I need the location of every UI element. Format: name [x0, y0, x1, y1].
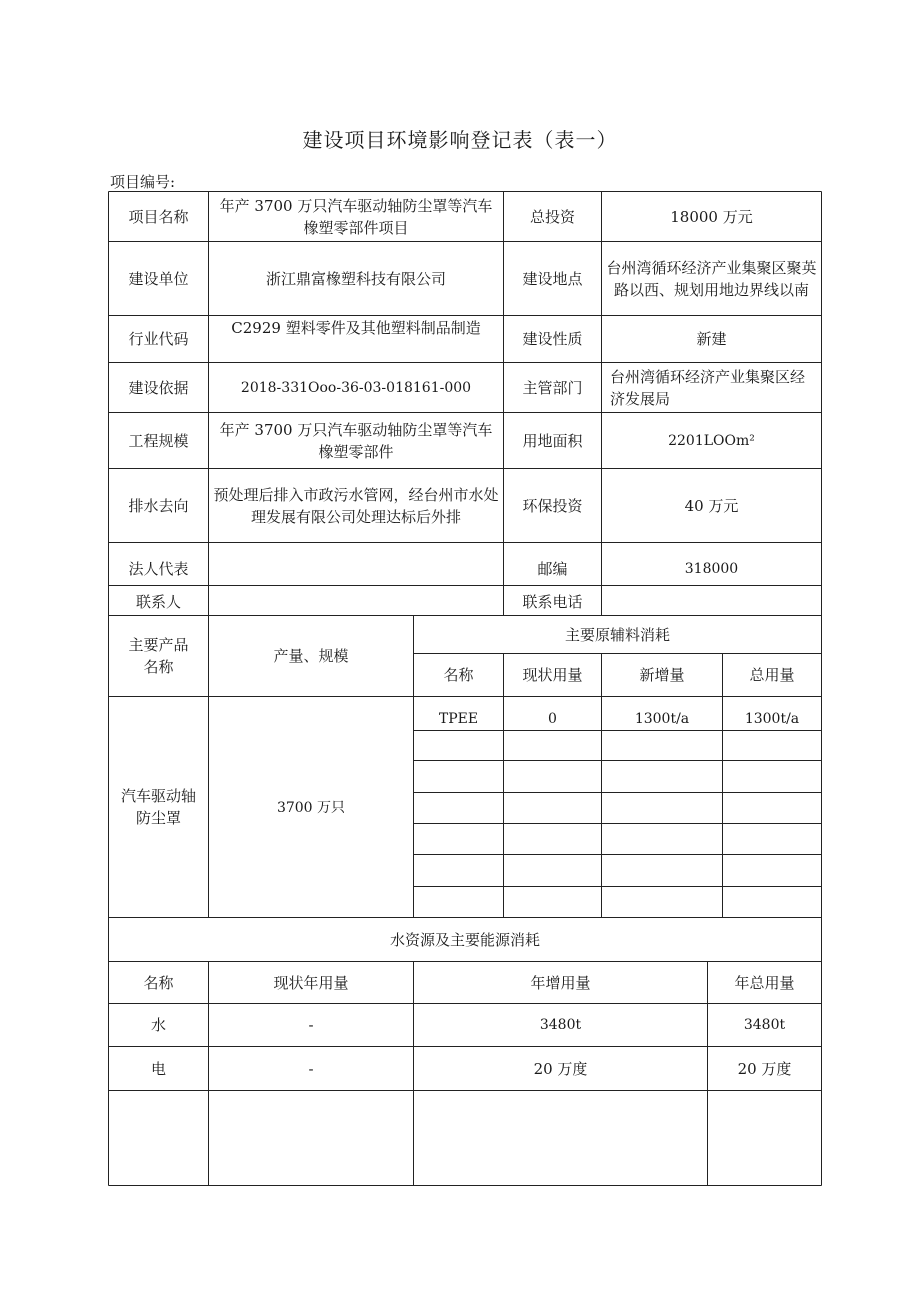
project-name-label: 项目名称: [128, 207, 189, 226]
nature-label: 建设性质: [522, 330, 583, 348]
contact-label: 联系人: [135, 593, 181, 611]
builder-value: 浙江鼎富橡塑科技有限公司: [265, 269, 446, 288]
energy-row-name: 水: [150, 1016, 166, 1034]
location-value: 台州湾循环经济产业集聚区聚英路以西、规划用地边界线以南: [606, 258, 817, 299]
project-name-value: 年产 3700 万只汽车驱动轴防尘罩等汽车橡塑零部件项目: [219, 196, 493, 237]
authority-value: 台州湾循环经济产业集聚区经济发展局: [610, 367, 806, 408]
env-investment-label: 环保投资: [522, 496, 583, 515]
materials-col-total: 总用量: [749, 666, 795, 684]
scale-label: 工程规模: [128, 431, 189, 450]
energy-col-current: 现状年用量: [273, 973, 349, 992]
drainage-label: 排水去向: [128, 496, 189, 515]
energy-row-current: -: [308, 1016, 314, 1034]
energy-col-total: 年总用量: [734, 973, 795, 992]
materials-header: 主要原辅料消耗: [564, 625, 670, 644]
builder-label: 建设单位: [128, 269, 189, 288]
nature-value: 新建: [696, 330, 727, 348]
legal-rep-label: 法人代表: [128, 560, 189, 578]
energy-row-total: 3480t: [743, 1017, 786, 1033]
basis-value: 2018-331Ooo-36-03-018161-000: [240, 379, 472, 396]
material-current: 0: [548, 711, 557, 727]
energy-header: 水资源及主要能源消耗: [389, 930, 540, 949]
location-label: 建设地点: [522, 269, 583, 288]
output-header: 产量、规模: [273, 647, 349, 665]
energy-row-total: 20 万度: [737, 1059, 792, 1078]
industry-code-value: C2929 塑料零件及其他塑料制品制造: [231, 319, 481, 337]
project-number-label: 项目编号:: [110, 173, 176, 191]
energy-row-increase: 3480t: [539, 1017, 582, 1033]
basis-label: 建设依据: [128, 378, 189, 397]
energy-row-increase: 20 万度: [533, 1059, 588, 1078]
product-name-header: 主要产品名称: [128, 636, 189, 676]
total-investment-label: 总投资: [529, 207, 575, 226]
energy-col-name: 名称: [143, 973, 174, 992]
total-investment-value: 18000 万元: [670, 207, 753, 226]
materials-col-new: 新增量: [639, 666, 685, 684]
energy-row-current: -: [308, 1059, 314, 1078]
energy-row-name: 电: [150, 1059, 166, 1078]
material-name: TPEE: [438, 711, 479, 727]
materials-col-current: 现状用量: [522, 666, 583, 684]
legal-rep-value: [209, 553, 503, 585]
land-area-label: 用地面积: [522, 431, 583, 450]
scale-value: 年产 3700 万只汽车驱动轴防尘罩等汽车橡塑零部件: [219, 420, 493, 461]
phone-label: 联系电话: [522, 593, 583, 611]
material-total: 1300t/a: [744, 711, 800, 727]
page-title: 建设项目环境影响登记表（表一）: [302, 128, 618, 152]
product-name-value: 汽车驱动轴防尘罩: [120, 787, 196, 827]
product-output-value: 3700 万只: [276, 800, 346, 816]
env-investment-value: 40 万元: [684, 496, 739, 515]
phone-value: [602, 588, 821, 616]
postcode-value: 318000: [684, 561, 739, 577]
industry-code-label: 行业代码: [128, 330, 189, 348]
energy-col-increase: 年增用量: [530, 973, 591, 992]
land-area-value: 2201LOOm²: [668, 432, 755, 449]
materials-col-name: 名称: [443, 666, 474, 684]
drainage-value: 预处理后排入市政污水管网，经台州市水处理发展有限公司处理达标后外排: [213, 485, 499, 526]
material-new: 1300t/a: [634, 711, 690, 727]
contact-value: [209, 588, 503, 616]
authority-label: 主管部门: [522, 378, 583, 397]
postcode-label: 邮编: [537, 560, 568, 578]
